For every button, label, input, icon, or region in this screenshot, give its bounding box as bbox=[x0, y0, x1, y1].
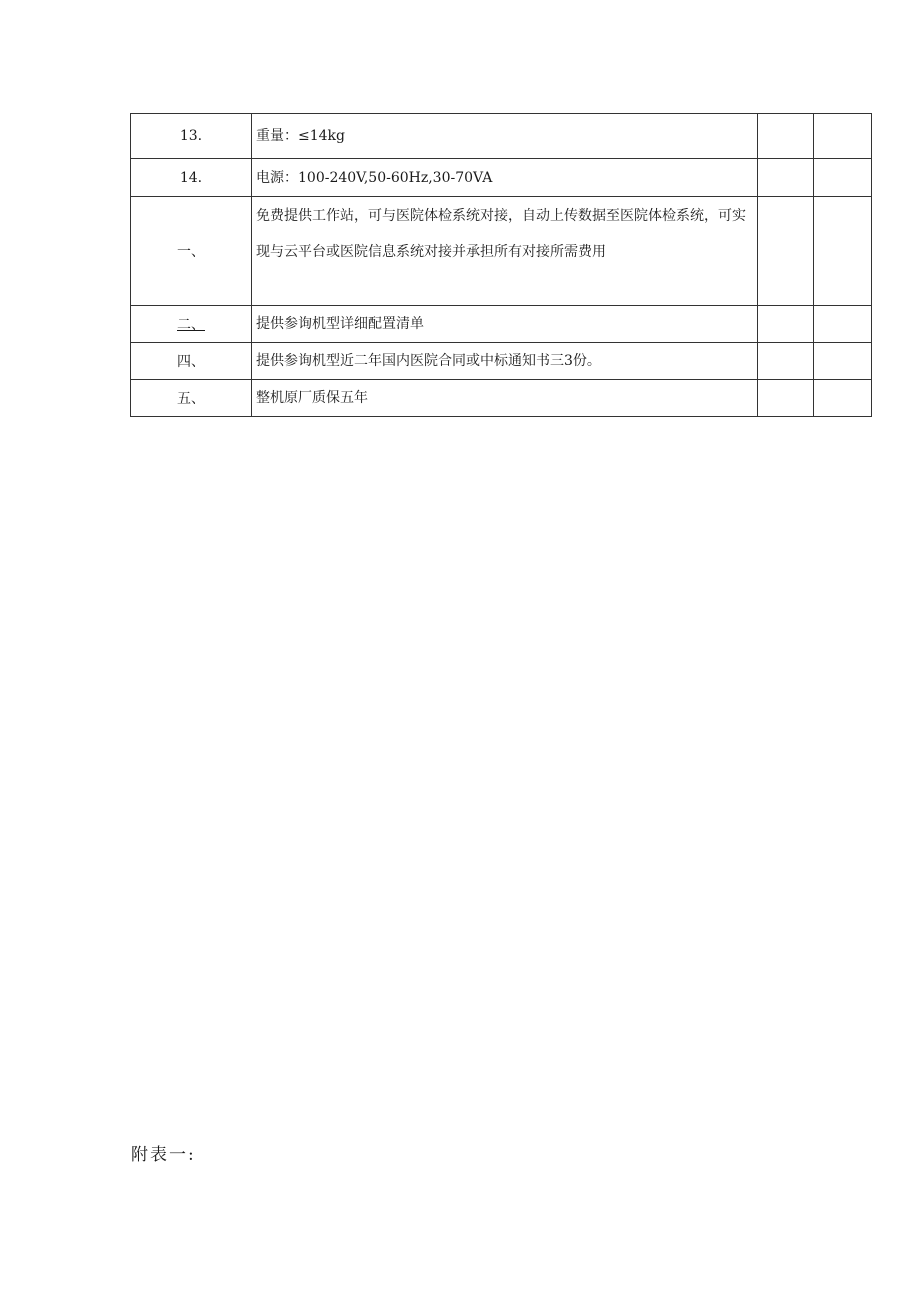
item-description: 提供参询机型近二年国内医院合同或中标通知书三3份。 bbox=[252, 343, 758, 380]
item-number: 五、 bbox=[131, 380, 252, 417]
item-description: 整机原厂质保五年 bbox=[252, 380, 758, 417]
blank-cell bbox=[814, 197, 872, 306]
item-description: 重量：≤14kg bbox=[252, 114, 758, 159]
blank-cell bbox=[758, 306, 814, 343]
table-row bbox=[131, 343, 872, 380]
item-number: 13. bbox=[131, 114, 252, 159]
table-row bbox=[131, 306, 872, 343]
table-row bbox=[131, 159, 872, 197]
item-number: 14. bbox=[131, 159, 252, 197]
blank-cell bbox=[758, 159, 814, 197]
blank-cell bbox=[814, 114, 872, 159]
item-description: 免费提供工作站，可与医院体检系统对接，自动上传数据至医院体检系统，可实现与云平台或医院信息系统对接并承担所有对接所需费用 bbox=[252, 197, 758, 306]
blank-cell bbox=[814, 380, 872, 417]
appendix-label: 附表一: bbox=[131, 1145, 196, 1165]
blank-cell bbox=[814, 159, 872, 197]
item-description: 电源：100-240V,50-60Hz,30-70VA bbox=[252, 159, 758, 197]
item-number: 四、 bbox=[131, 343, 252, 380]
spec-table bbox=[130, 113, 872, 417]
blank-cell bbox=[758, 197, 814, 306]
blank-cell bbox=[758, 380, 814, 417]
blank-cell bbox=[758, 343, 814, 380]
blank-cell bbox=[814, 343, 872, 380]
item-description: 提供参询机型详细配置清单 bbox=[252, 306, 758, 343]
item-number-text: 二、 bbox=[177, 317, 205, 333]
table-row bbox=[131, 380, 872, 417]
table-row bbox=[131, 114, 872, 159]
blank-cell bbox=[814, 306, 872, 343]
item-number bbox=[131, 306, 252, 343]
blank-cell bbox=[758, 114, 814, 159]
table-row bbox=[131, 197, 872, 306]
item-number: 一、 bbox=[131, 197, 252, 306]
